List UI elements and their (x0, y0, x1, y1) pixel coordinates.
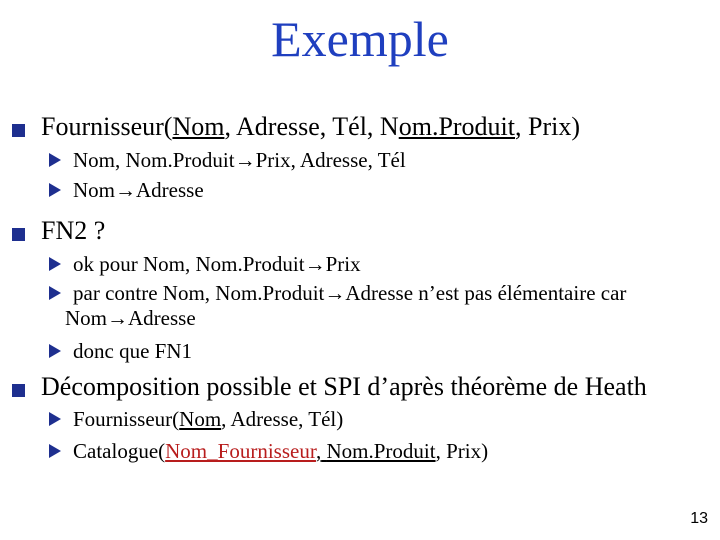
bullet-2-sub-1: ok pour Nom, Nom.Produit→Prix (73, 252, 361, 276)
bullet-2-text: FN2 ? (41, 216, 106, 245)
bullet-2-sub-2-line-1: par contre Nom, Nom.Produit→Adresse n’est pas élémentaire car (73, 281, 627, 305)
bullet-triangle-icon (49, 183, 61, 197)
bullet-triangle-icon (49, 257, 61, 271)
text-part: Fournisseur( (41, 112, 173, 141)
bullet-triangle-icon (49, 153, 61, 167)
bullet-square-icon (12, 228, 25, 241)
bullet-3-sub-1 (73, 409, 343, 430)
key-nom-fournisseur: Nom_Fournisseur (165, 439, 316, 463)
key-nomproduit: Nom.Produit (326, 439, 436, 463)
text-part: Fournisseur( (73, 407, 180, 431)
bullet-triangle-icon (49, 412, 61, 426)
bullet-triangle-icon (49, 344, 61, 358)
text-part: , (315, 439, 322, 463)
bullet-1-text (41, 114, 580, 140)
key-nom: Nom (179, 407, 222, 431)
bullet-square-icon (12, 124, 25, 137)
bullet-2-sub-2-line-2: Nom→Adresse (65, 306, 196, 330)
bullet-3-sub-2 (73, 441, 488, 462)
bullet-triangle-icon (49, 444, 61, 458)
bullet-3-text: Décomposition possible et SPI d’après théorème de Heath (41, 372, 647, 401)
key-nom: Nom (172, 112, 225, 141)
bullet-1-sub-1: Nom, Nom.Produit→Prix, Adresse, Tél (73, 148, 406, 172)
page-number: 13 (690, 510, 708, 527)
key-nomproduit: om.Produit (398, 112, 516, 141)
text-part: , Prix) (435, 439, 489, 463)
slide-title: Exemple (271, 11, 449, 67)
bullet-square-icon (12, 384, 25, 397)
bullet-1-sub-2: Nom→Adresse (73, 178, 204, 202)
text-part: Catalogue( (73, 439, 166, 463)
bullet-2-sub-3: donc que FN1 (73, 339, 192, 363)
bullet-triangle-icon (49, 286, 61, 300)
text-part: , Prix) (515, 112, 581, 141)
text-part: , Adresse, Tél) (221, 407, 344, 431)
text-part: , Adresse, Tél, N (224, 112, 399, 141)
